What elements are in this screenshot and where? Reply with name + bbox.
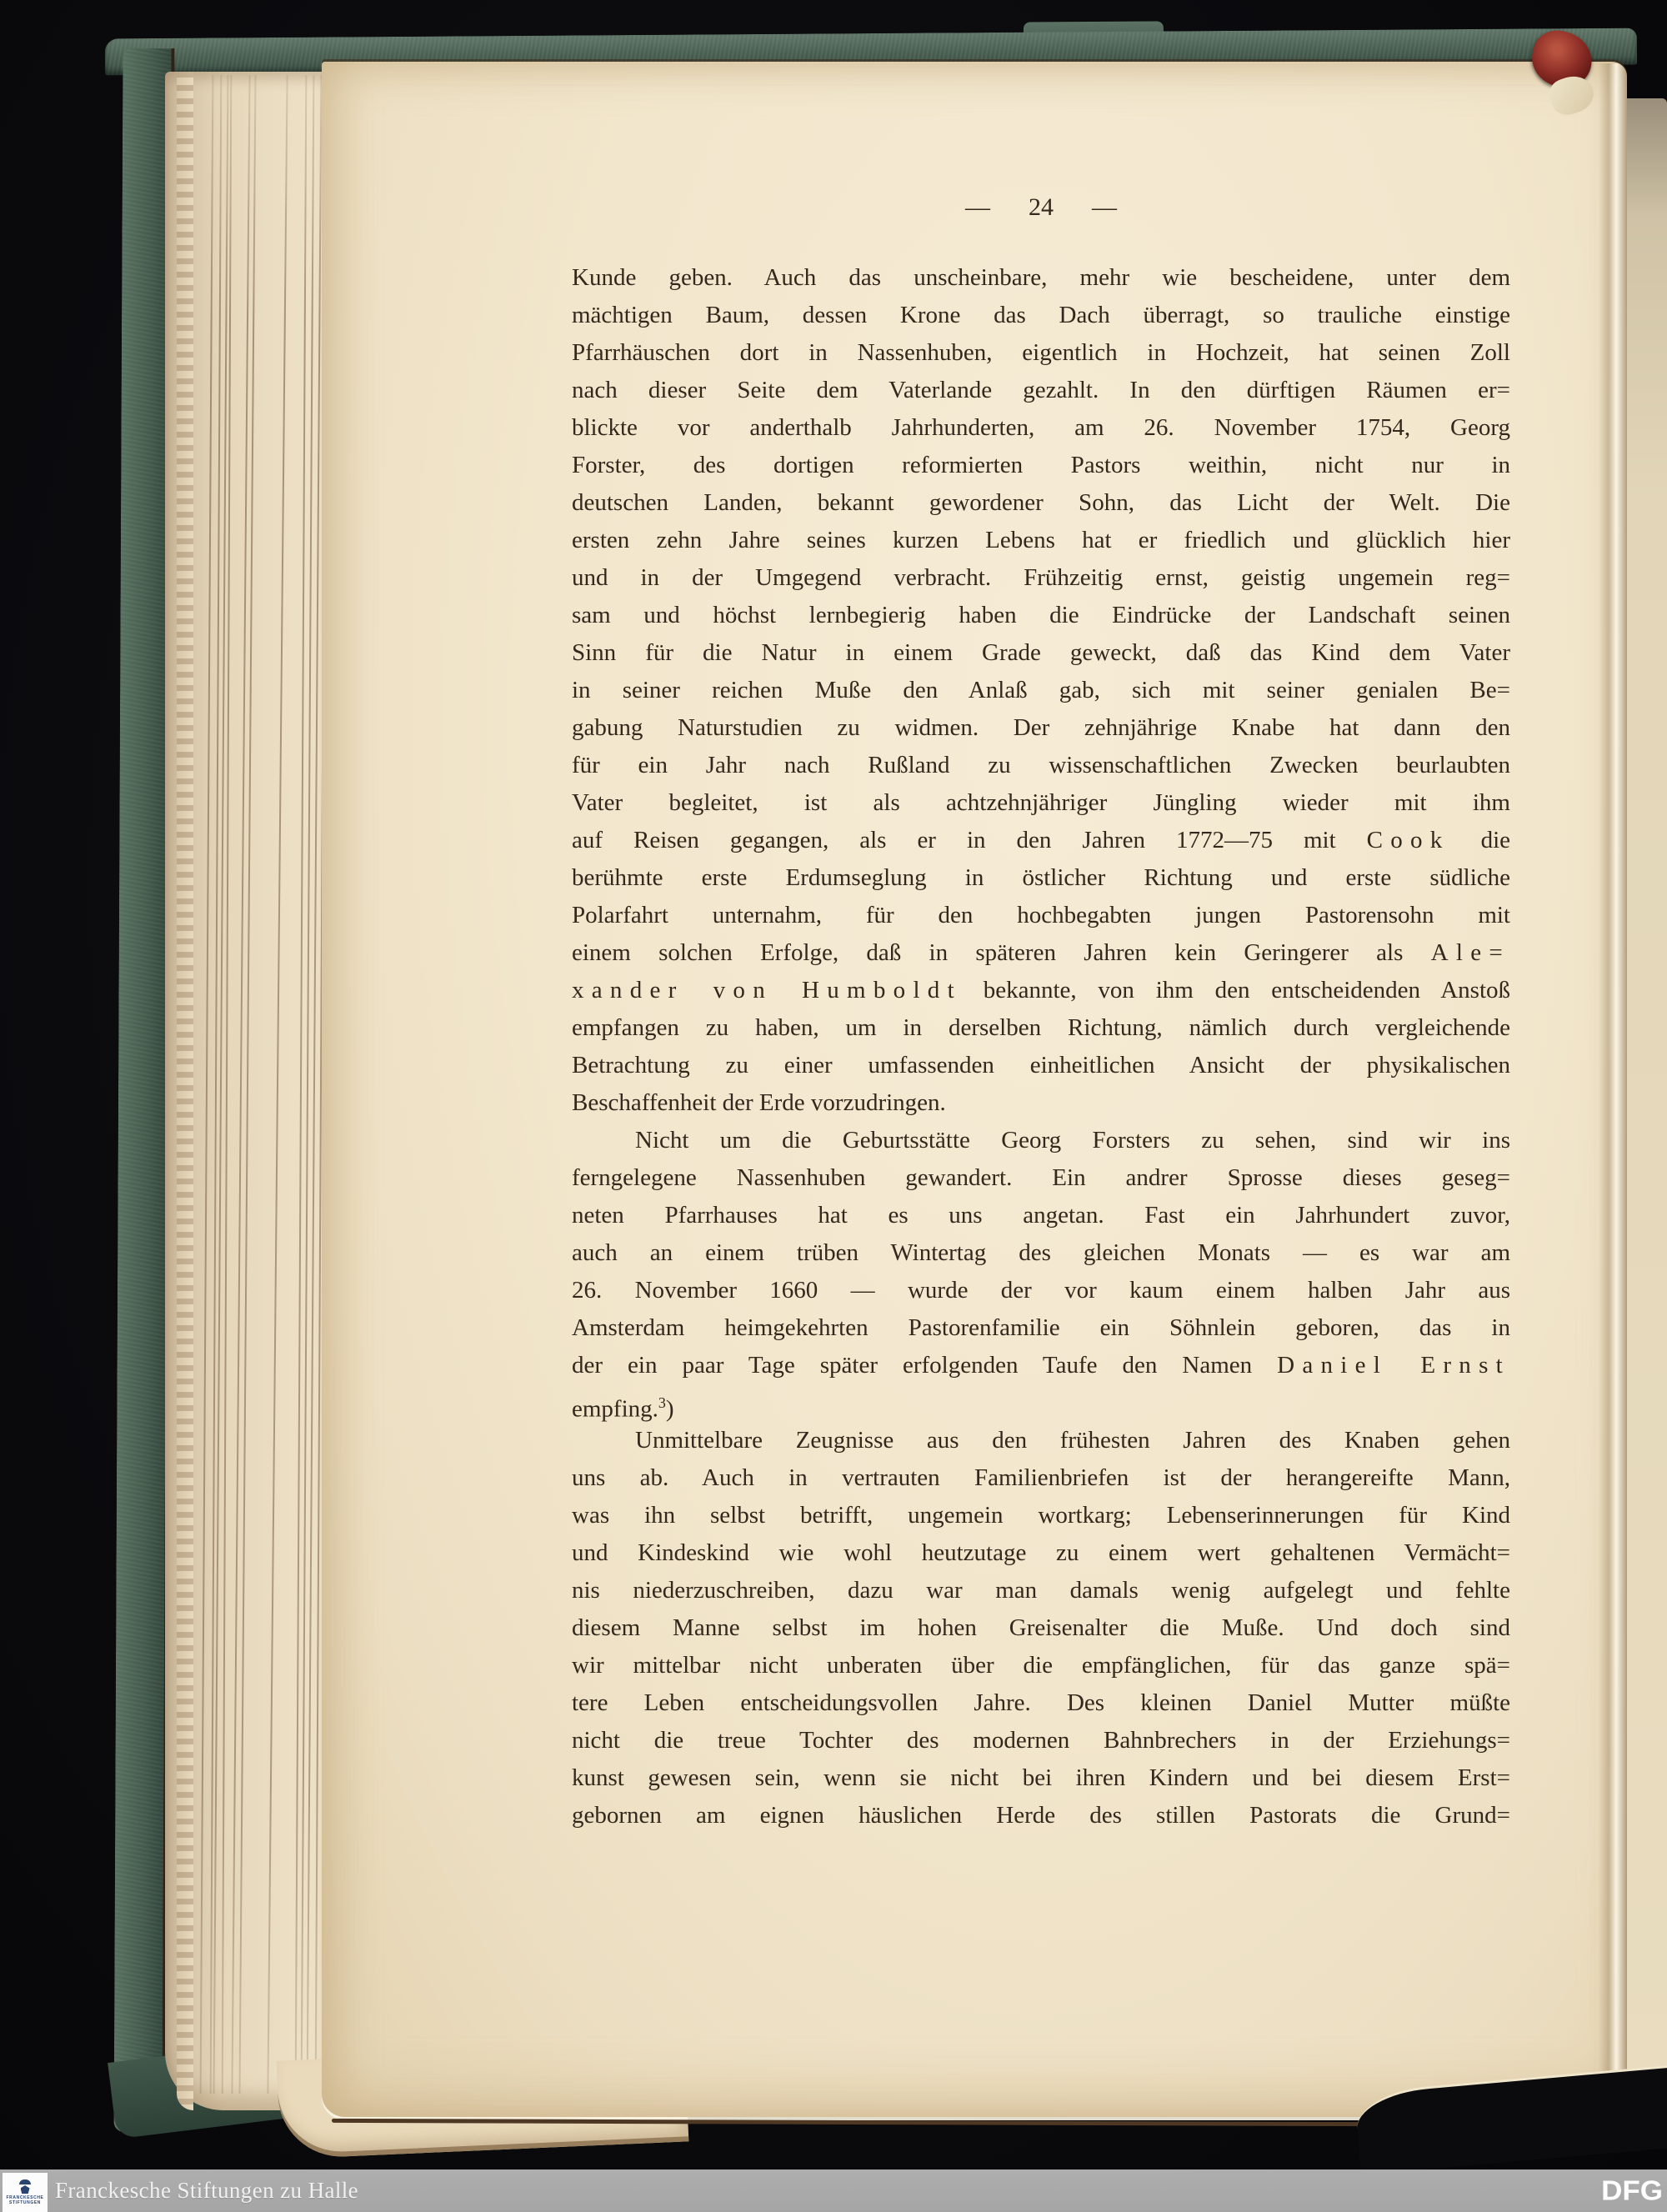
- page-number-dash-right: —: [1092, 193, 1117, 221]
- text-segment: empfing.: [572, 1395, 658, 1422]
- text-line: [572, 822, 1510, 859]
- text-line: Vater begleitet, ist als achtzehnjähriger Jüngling wieder mit ihm: [572, 789, 1510, 816]
- logo-sun-icon: [19, 2179, 31, 2184]
- text-line: und Kindeskind wie wohl heutzutage zu einem wert gehaltenen Vermächt=: [572, 1539, 1510, 1566]
- emphasized-name: xander von Humboldt: [572, 977, 962, 1003]
- text-line: sam und höchst lernbegierig haben die Eindrücke der Landschaft seinen: [572, 602, 1510, 628]
- logo-text-line2: STIFTUNGEN: [9, 2200, 41, 2205]
- text-line: neten Pfarrhauses hat es uns angetan. Fast ein Jahrhundert zuvor,: [572, 1202, 1510, 1229]
- text-line: empfangen zu haben, um in derselben Richtung, nämlich durch vergleichende: [572, 1014, 1510, 1041]
- text-segment: der ein paar Tage später erfolgenden Taufe den Namen: [572, 1352, 1278, 1379]
- franckesche-stiftungen-logo: [3, 2173, 48, 2212]
- text-line: nicht die treue Tochter des modernen Bahnbrechers in der Erziehungs=: [572, 1727, 1510, 1754]
- text-segment: einem solchen Erfolge, daß in späteren Jahren kein Geringerer als: [572, 939, 1431, 966]
- page-number: [572, 193, 1510, 222]
- text-line: und in der Umgegend verbracht. Frühzeitig ernst, geistig ungemein reg=: [572, 564, 1510, 591]
- footnote-marker: 3: [658, 1394, 666, 1411]
- text-line: [572, 1384, 1510, 1422]
- provider-title: Franckesche Stiftungen zu Halle: [55, 2178, 359, 2203]
- text-line: Betrachtung zu einer umfassenden einheitlichen Ansicht der physikalischen: [572, 1052, 1510, 1078]
- text-line: 26. November 1660 — wurde der vor kaum einem halben Jahr aus: [572, 1277, 1510, 1304]
- text-line: Polarfahrt unternahm, für den hochbegabten jungen Pastorensohn mit: [572, 902, 1510, 928]
- text-line: nis niederzuschreiben, dazu war man damals wenig aufgelegt und fehlte: [572, 1577, 1510, 1604]
- text-line: deutschen Landen, bekannt gewordener Sohn, das Licht der Welt. Die: [572, 489, 1510, 516]
- text-line: Pfarrhäuschen dort in Nassenhuben, eigentlich in Hochzeit, hat seinen Zoll: [572, 339, 1510, 366]
- text-line: ersten zehn Jahre seines kurzen Lebens hat er friedlich und glücklich hier: [572, 527, 1510, 553]
- text-line: gebornen am eignen häuslichen Herde des stillen Pastorats die Grund=: [572, 1802, 1510, 1829]
- dfg-logo: DFG: [1601, 2174, 1663, 2206]
- underlying-page-edge: [1620, 98, 1667, 2092]
- emphasized-name: Cook: [1366, 827, 1450, 853]
- text-line: Sinn für die Natur in einem Grade geweckt, daß das Kind dem Vater: [572, 639, 1510, 666]
- page-number-dash-left: —: [965, 193, 990, 221]
- text-line: mächtigen Baum, dessen Krone das Dach überragt, so trauliche einstige: [572, 302, 1510, 328]
- text-line: ferngelegene Nassenhuben gewandert. Ein andrer Sprosse dieses geseg=: [572, 1164, 1510, 1191]
- body-text-block: [572, 259, 1510, 1834]
- page-edge-line: [222, 75, 233, 2094]
- text-line: auch an einem trüben Wintertag des gleichen Monats — es war am: [572, 1239, 1510, 1266]
- text-segment: bekannte, von ihm den entscheidenden Anstoß: [961, 977, 1510, 1003]
- page-fold-crease: [1599, 63, 1627, 2095]
- logo-text-line1: FRANCKESCHE: [6, 2195, 44, 2200]
- text-line: gabung Naturstudien zu widmen. Der zehnjährige Knabe hat dann den: [572, 714, 1510, 741]
- text-line: nach dieser Seite dem Vaterlande gezahlt. In den dürftigen Räumen er=: [572, 377, 1510, 403]
- page-number-value: 24: [1029, 193, 1054, 221]
- text-line: [572, 934, 1510, 972]
- text-line: berühmte erste Erdumseglung in östlicher Richtung und erste südliche: [572, 864, 1510, 891]
- text-line: was ihn selbst betrifft, ungemein wortkarg; Lebenserinnerungen für Kind: [572, 1502, 1510, 1529]
- page-edge-line: [267, 75, 288, 2093]
- text-line: diesem Manne selbst im hohen Greisenalter die Muße. Und doch sind: [572, 1614, 1510, 1641]
- text-line: Nicht um die Geburtsstätte Georg Forsters zu sehen, sind wir ins: [635, 1127, 1510, 1154]
- page-stack-edges: [165, 72, 332, 2110]
- text-line: [572, 972, 1510, 1009]
- text-line: uns ab. Auch in vertrauten Familienbriefen ist der herangereifte Mann,: [572, 1464, 1510, 1491]
- text-line: für ein Jahr nach Rußland zu wissenschaftlichen Zwecken beurlaubten: [572, 752, 1510, 778]
- text-segment: auf Reisen gegangen, als er in den Jahren 1772—75 mit: [572, 827, 1367, 853]
- emphasized-name: Daniel Ernst: [1277, 1352, 1510, 1379]
- page-edge-line: [295, 75, 308, 2094]
- emphasized-name: Ale=: [1430, 939, 1510, 966]
- text-line: blickte vor anderthalb Jahrhunderten, am 26. November 1754, Georg: [572, 414, 1510, 441]
- text-line: wir mittelbar nicht unberaten über die empfänglichen, für das ganze spä=: [572, 1652, 1510, 1679]
- text-line: Amsterdam heimgekehrten Pastorenfamilie ein Söhnlein geboren, das in: [572, 1314, 1510, 1341]
- logo-eagle-icon: [21, 2185, 30, 2194]
- page-edge-line: [301, 75, 315, 2093]
- text-line: in seiner reichen Muße den Anlaß gab, sich mit seiner genialen Be=: [572, 677, 1510, 703]
- text-segment: die: [1449, 827, 1510, 853]
- text-segment: ): [665, 1395, 674, 1422]
- text-line: Kunde geben. Auch das unscheinbare, mehr wie bescheidene, unter dem: [572, 264, 1510, 291]
- text-line: Beschaffenheit der Erde vorzudringen.: [572, 1089, 946, 1116]
- text-line: Unmittelbare Zeugnisse aus den frühesten Jahren des Knaben gehen: [635, 1427, 1510, 1454]
- deckle-edge-strip: [177, 72, 193, 2110]
- text-line: Forster, des dortigen reformierten Pastors weithin, nicht nur in: [572, 452, 1510, 478]
- text-line: tere Leben entscheidungsvollen Jahre. Des kleinen Daniel Mutter müßte: [572, 1689, 1510, 1716]
- text-line: kunst gewesen sein, wenn sie nicht bei ihren Kindern und bei diesem Erst=: [572, 1764, 1510, 1791]
- text-line: [572, 1347, 1510, 1384]
